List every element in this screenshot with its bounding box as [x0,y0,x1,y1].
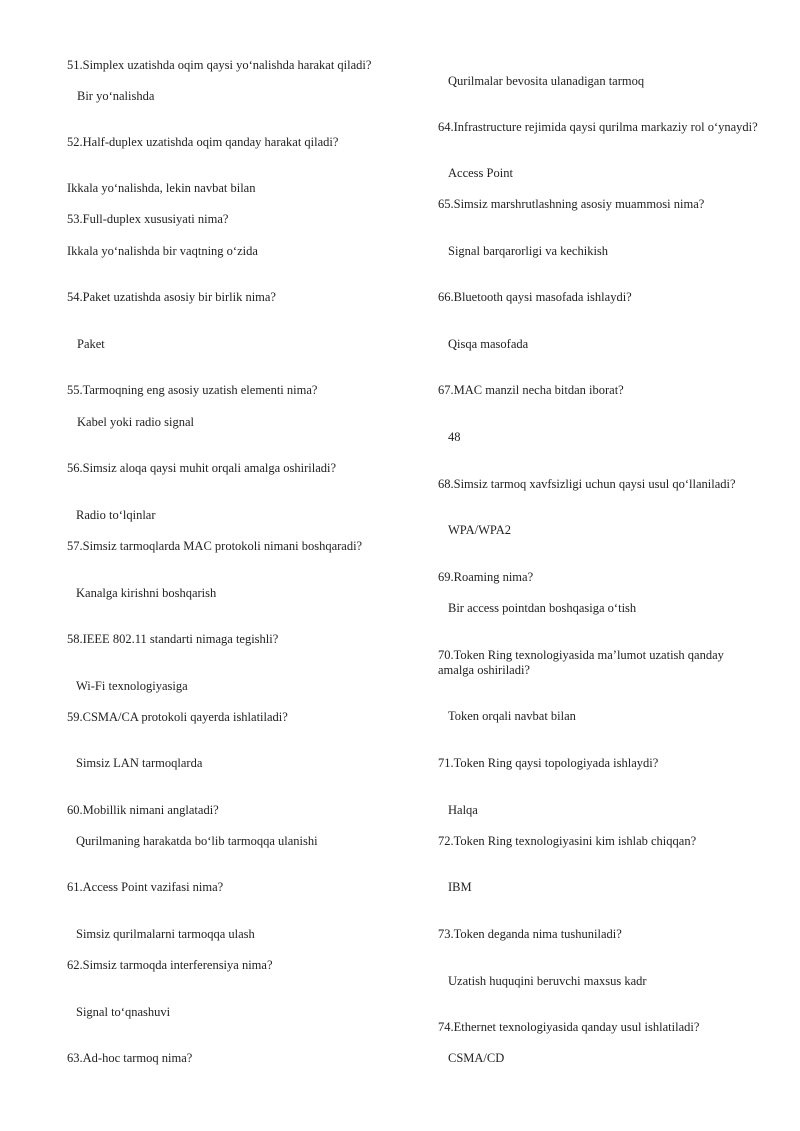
question-72: 72.Token Ring texnologiyasini kim ishlab chiqqan? [438,834,697,848]
answer-66: Qisqa masofada [448,337,529,351]
answer-56: Radio to‘lqinlar [76,508,156,522]
answer-61: Simsiz qurilmalarni tarmoqqa ulash [76,927,255,941]
question-67: 67.MAC manzil necha bitdan iborat? [438,383,624,397]
question-55: 55.Tarmoqning eng asosiy uzatish elementi nima? [67,383,318,397]
answer-68: WPA/WPA2 [448,523,511,537]
answer-53: Ikkala yo‘nalishda bir vaqtning o‘zida [67,244,258,258]
answer-55: Kabel yoki radio signal [77,415,194,429]
question-58: 58.IEEE 802.11 standarti nimaga tegishli? [67,632,279,646]
question-54: 54.Paket uzatishda asosiy bir birlik nima? [67,290,276,304]
question-51: 51.Simplex uzatishda oqim qaysi yo‘nalishda harakat qiladi? [67,58,372,72]
question-64: 64.Infrastructure rejimida qaysi qurilma markaziy rol o‘ynaydi? [438,120,758,134]
question-66: 66.Bluetooth qaysi masofada ishlaydi? [438,290,632,304]
question-62: 62.Simsiz tarmoqda interferensiya nima? [67,958,273,972]
answer-69: Bir access pointdan boshqasiga o‘tish [448,601,637,615]
question-71: 71.Token Ring qaysi topologiyada ishlaydi? [438,756,659,770]
answer-60: Qurilmaning harakatda bo‘lib tarmoqqa ulanishi [76,834,318,848]
question-52: 52.Half-duplex uzatishda oqim qanday harakat qiladi? [67,135,339,149]
answer-58: Wi-Fi texnologiyasiga [76,679,188,693]
answer-65: Signal barqarorligi va kechikish [448,244,609,258]
answer-73: Uzatish huquqini beruvchi maxsus kadr [448,974,647,988]
answer-72: IBM [448,880,472,894]
answer-57: Kanalga kirishni boshqarish [76,586,217,600]
question-65: 65.Simsiz marshrutlashning asosiy muammosi nima? [438,197,705,211]
question-61: 61.Access Point vazifasi nima? [67,880,224,894]
question-53: 53.Full-duplex xususiyati nima? [67,212,229,226]
answer-67: 48 [448,430,461,444]
question-70: 70.Token Ring texnologiyasida ma’lumot uzatish qanday amalga oshiriladi? [438,648,724,677]
answer-71: Halqa [448,803,478,817]
answer-51: Bir yo‘nalishda [77,89,155,103]
question-57: 57.Simsiz tarmoqlarda MAC protokoli nimani boshqaradi? [67,539,363,553]
question-68: 68.Simsiz tarmoq xavfsizligi uchun qaysi usul qo‘llaniladi? [438,477,736,491]
question-63: 63.Ad-hoc tarmoq nima? [67,1051,193,1065]
answer-62: Signal to‘qnashuvi [76,1005,171,1019]
answer-63: Qurilmalar bevosita ulanadigan tarmoq [448,74,645,88]
question-69: 69.Roaming nima? [438,570,534,584]
answer-54: Paket [77,337,105,351]
question-56: 56.Simsiz aloqa qaysi muhit orqali amalga oshiriladi? [67,461,337,475]
answer-70: Token orqali navbat bilan [448,709,576,723]
answer-74: CSMA/CD [448,1051,505,1065]
answer-59: Simsiz LAN tarmoqlarda [76,756,203,770]
question-60: 60.Mobillik nimani anglatadi? [67,803,219,817]
question-59: 59.CSMA/CA protokoli qayerda ishlatiladi? [67,710,288,724]
answer-52: Ikkala yo‘nalishda, lekin navbat bilan [67,181,256,195]
answer-64: Access Point [448,166,513,180]
question-74: 74.Ethernet texnologiyasida qanday usul ishlatiladi? [438,1020,700,1034]
question-73: 73.Token deganda nima tushuniladi? [438,927,622,941]
